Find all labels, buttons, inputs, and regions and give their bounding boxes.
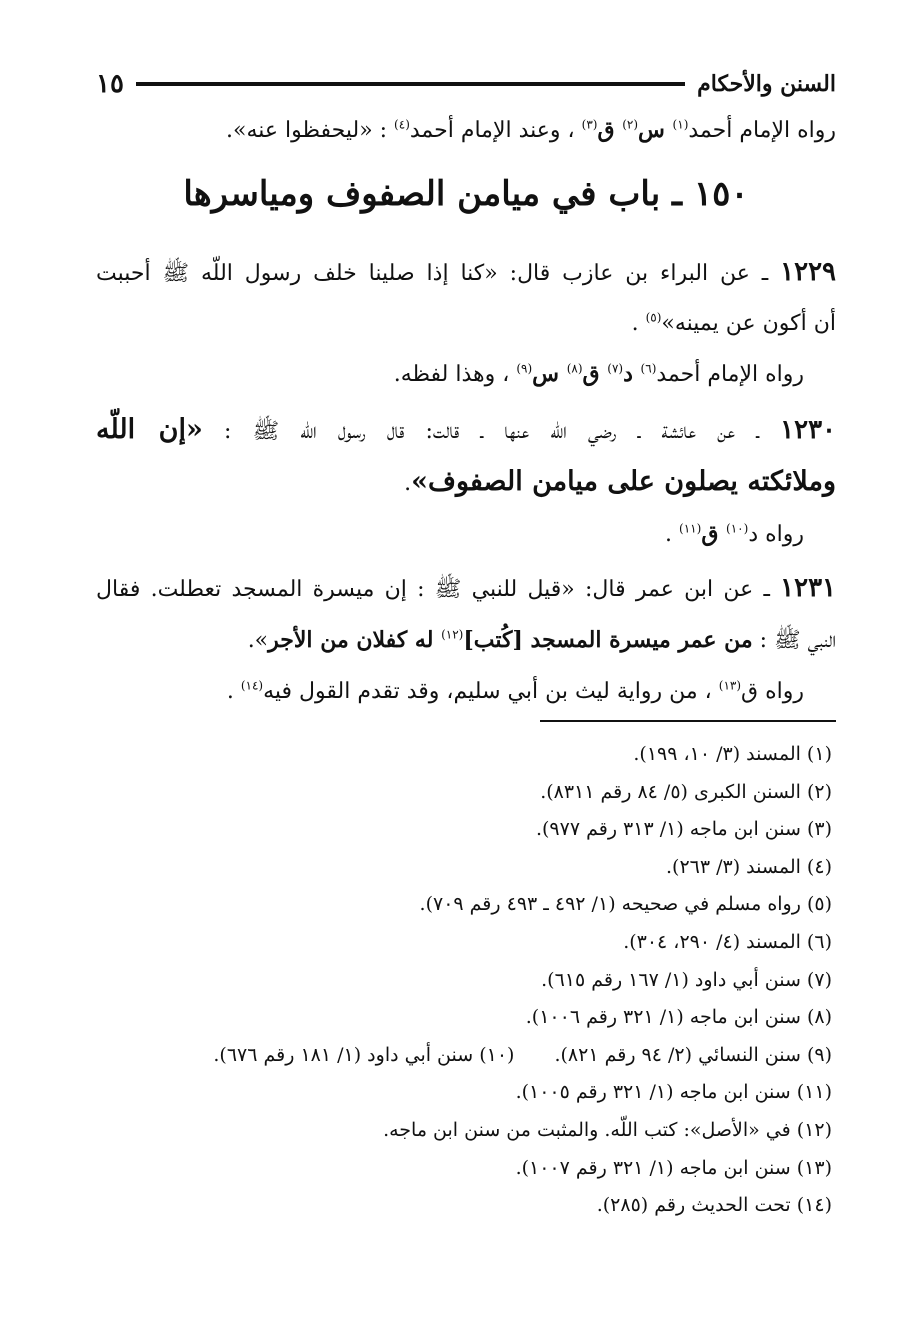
hadith-quote: له كفلان من الأجر (268, 627, 442, 653)
intro-line (96, 110, 836, 151)
footnote-ref: (٥) (645, 310, 662, 325)
footnote-ref: (٨) (566, 361, 583, 376)
footnote-ref: (٤) (394, 117, 410, 132)
punctuation: . (226, 679, 241, 704)
footnote-ref: (٧) (607, 361, 624, 376)
hadith-quote: «إن اللّه (96, 414, 203, 445)
footnote-9: (٩) سنن النسائي (٢/ ٩٤ رقم ٨٢١). (554, 1043, 832, 1066)
source-text: ، وهذا لفظه. (393, 362, 517, 387)
hadith-1229-source (96, 354, 804, 395)
hadith-1230-line-2 (96, 462, 836, 504)
footnote-2: (٢) السنن الكبرى (٥/ ٨٤ رقم ٨٣١١). (540, 780, 832, 803)
hadith-1231-line-1 (96, 568, 836, 610)
footnote-ref: (١٠) (726, 521, 749, 536)
footnote-ref: (٣) (581, 117, 598, 132)
footnote-9-10 (96, 1037, 832, 1075)
chapter-heading (96, 168, 836, 220)
header-title: السنن والأحكام (697, 71, 836, 97)
intro-text: رواه الإمام أحمد (688, 118, 836, 143)
footnote-6: (٦) المسند (٤/ ٢٩٠، ٣٠٤). (623, 930, 832, 953)
footnote-ref: (٩) (516, 361, 533, 376)
hadith-text: ـ عن البراء بن عازب قال: «كنا إذا صلينا خلف رسول اللّه ﷺ أحببت (96, 261, 781, 286)
source-text: ، من رواية ليث بن أبي سليم، وقد تقدم القول فيه (263, 679, 719, 704)
header-rule (136, 82, 685, 86)
hadith-1229-line-2 (96, 304, 836, 344)
source-code: ق (582, 361, 608, 387)
source-code: د (623, 361, 641, 387)
source-code: س (638, 117, 673, 143)
intro-quote: : «ليحفظوا عنه». (225, 118, 395, 143)
footnote-4: (٤) المسند (٣/ ٢٦٣). (665, 855, 832, 878)
footnote-ref: (١٣) (718, 678, 742, 693)
hadith-1230-line-1 (96, 410, 836, 452)
hadith-text: ـ عن ابن عمر قال: «قيل للنبي ﷺ : إن ميسرة المسجد تعطلت. فقال (96, 577, 781, 602)
footnote-ref: (٦) (640, 361, 657, 376)
footnotes (96, 736, 832, 1225)
hadith-number: ١٢٣١ (780, 573, 836, 603)
footnote-3: (٣) سنن ابن ماجه (١/ ٣١٣ رقم ٩٧٧). (535, 818, 832, 841)
hadith-1231-line-2 (96, 620, 836, 661)
footnote-14: (١٤) تحت الحديث رقم (٢٨٥). (596, 1194, 832, 1217)
footnote-ref: (١١) (679, 521, 702, 536)
hadith-number: ١٢٣٠ (780, 415, 836, 445)
footnote-ref: (١) (672, 117, 689, 132)
hadith-text: أن أكون عن يمينه» (661, 311, 836, 336)
hadith-text: ـ عن عائشة ـ رضي اللّه عنها ـ قالت: قال رسول اللّه ﷺ : (202, 419, 781, 444)
footnote-5: (٥) رواه مسلم في صحيحه (١/ ٤٩٢ ـ ٤٩٣ رقم ٧٠٩). (419, 893, 832, 916)
hadith-quote: وملائكته يصلون على ميامن الصفوف» (411, 466, 836, 497)
punctuation: . (404, 471, 412, 496)
hadith-quote: من عمر ميسرة المسجد [كُتب] (463, 627, 753, 653)
footnote-11: (١١) سنن ابن ماجه (١/ ٣٢١ رقم ١٠٠٥). (515, 1081, 832, 1104)
footnote-ref: (١٤) (240, 678, 264, 693)
footnote-12: (١٢) في «الأصل»: كتب اللّه. والمثبت من سنن ابن ماجه. (383, 1118, 832, 1141)
punctuation: . (665, 522, 680, 547)
hadith-text: النبي ﷺ : (752, 628, 836, 653)
source-code: ق (597, 117, 623, 143)
hadith-1231-source (96, 672, 804, 712)
punctuation: . (631, 311, 646, 336)
footnote-separator (540, 720, 836, 722)
source-text: رواه ق (741, 679, 804, 704)
footnote-ref: (٢) (622, 117, 639, 132)
hadith-number: ١٢٢٩ (780, 257, 836, 287)
hadith-1230-source (96, 514, 804, 555)
source-code: ق (701, 521, 727, 547)
hadith-1229-line-1 (96, 252, 836, 294)
chapter-number: ١٥٠ ـ (672, 174, 749, 214)
footnote-10: (١٠) سنن أبي داود (١/ ١٨١ رقم ٦٧٦). (213, 1043, 515, 1066)
page-number: ١٥ (96, 69, 124, 99)
intro-text: ، وعند الإمام أحمد (409, 118, 582, 143)
footnote-1: (١) المسند (٣/ ١٠، ١٩٩). (633, 743, 832, 765)
source-code: س (532, 361, 567, 387)
footnote-8: (٨) سنن ابن ماجه (١/ ٣٢١ رقم ١٠٠٦). (525, 1006, 832, 1029)
footnote-7: (٧) سنن أبي داود (١/ ١٦٧ رقم ٦١٥). (541, 968, 832, 991)
source-text: رواه الإمام أحمد (656, 362, 804, 387)
source-text: رواه د (748, 522, 804, 547)
chapter-title: باب في ميامن الصفوف ومياسرها (183, 174, 672, 214)
footnote-13: (١٣) سنن ابن ماجه (١/ ٣٢١ رقم ١٠٠٧). (515, 1156, 832, 1179)
running-header (96, 64, 836, 104)
footnote-ref: (١٢) (441, 627, 464, 642)
punctuation: ». (247, 628, 269, 653)
